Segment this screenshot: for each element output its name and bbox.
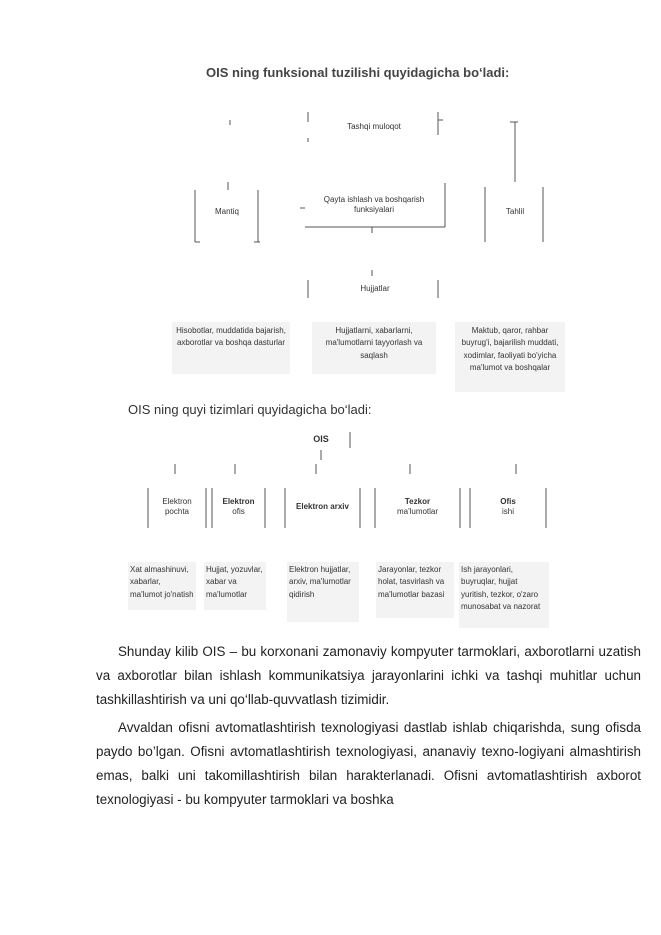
diagram1-box-right-label: Tahlil [505,207,525,216]
diagram2-box-3 [287,490,358,524]
diagram2-caption-1: Xat almashinuvi, xabarlar, ma'lumot jo'natish [130,565,194,599]
paragraph-2-text: Avvaldan ofisni avtomatlashtirish texnologiyasi dastlab ishlab chiqarishda, sung ofisda paydo bo’lgan. Ofisni avtomatlashtirish texnologiyasi, ananaviy texno-logiyani almashtirish emas, balki uni takomillashtirish bilan harakterlanadi. Ofisni avtomatlashtirish axborot texnologiyasi - bu kompyuter tarmoklari va boshka [96,720,641,807]
paragraph-1-text: Shunday kilib OIS – bu korxonani zamonaviy kompyuter tarmoklari, axborotlarni uzatish va axborotlar bilan ishlash kommunikatsiya jarayonlarini ichki va tashqi muhitlar uchun tashkillashtirish va uni qo‘llab-quvvatlash tizimidir. [96,644,641,707]
diagram2-box-2-title: Elektron [222,497,255,506]
diagram2-box-1 [150,490,204,524]
diagram2-box-1-title: Elektron pochta [162,497,192,516]
diagram2-caption-5: Ish jarayonlari, buyruqlar, hujjat yuritish, tezkor, o'zaro munosabat va nazorat [461,565,541,612]
diagram1-heading: OIS ning funksional tuzilishi quyidagicha bo‘ladi: [206,65,510,80]
diagram2-box-5 [472,490,544,524]
paragraph-1 [96,640,641,712]
diagram2-box-4 [377,490,458,524]
diagram2-heading: OIS ning quyi tizimlari quyidagicha bo‘ladi: [128,402,372,417]
diagram2-box-2 [214,490,263,524]
diagram2-root-label: OIS [313,434,329,445]
diagram1-box-center-label: Qayta ishlash va boshqarish funksiyalari [323,195,425,214]
diagram2-box-5-title: Ofis [500,497,516,506]
diagram2-box-3-title: Elektron arxiv [296,502,349,511]
paragraph-2 [96,716,641,812]
diagram1-caption-right: Maktub, qaror, rahbar buyrug'i, bajarilish muddati, xodimlar, faoliyati bo'yicha ma'lumot va boshqalar [461,326,559,373]
diagram2-box-5-sub: ishi [501,507,514,516]
diagram1-caption-middle: Hujjatlarni, xabarlarni, ma'lumotlarni tayyorlash va saqlash [325,326,423,360]
diagram1-caption-left: Hisobotlar, muddatida bajarish, axborotlar va boshqa dasturlar [176,326,286,348]
diagram1-box-left-label: Mantiq [214,207,239,216]
diagram2-box-2-sub: ofis [232,507,245,516]
diagram2-box-4-sub: ma'lumotlar [396,507,439,516]
diagram2-root [296,432,346,448]
diagram2-box-4-title: Tezkor [404,497,431,506]
diagram1-box-bottom-label: Hujjatlar [360,284,390,293]
diagram2-caption-2: Hujjat, yozuvlar, xabar va ma'lumotlar [206,565,263,599]
diagram1-box-top-label: Tashqi muloqot [347,122,401,131]
diagram2-caption-4: Jarayonlar, tezkor holat, tasvirlash va ma'lumotlar bazasi [378,565,445,599]
diagram2-caption-3: Elektron hujjatlar, arxiv, ma'lumotlar qidirish [289,565,351,599]
